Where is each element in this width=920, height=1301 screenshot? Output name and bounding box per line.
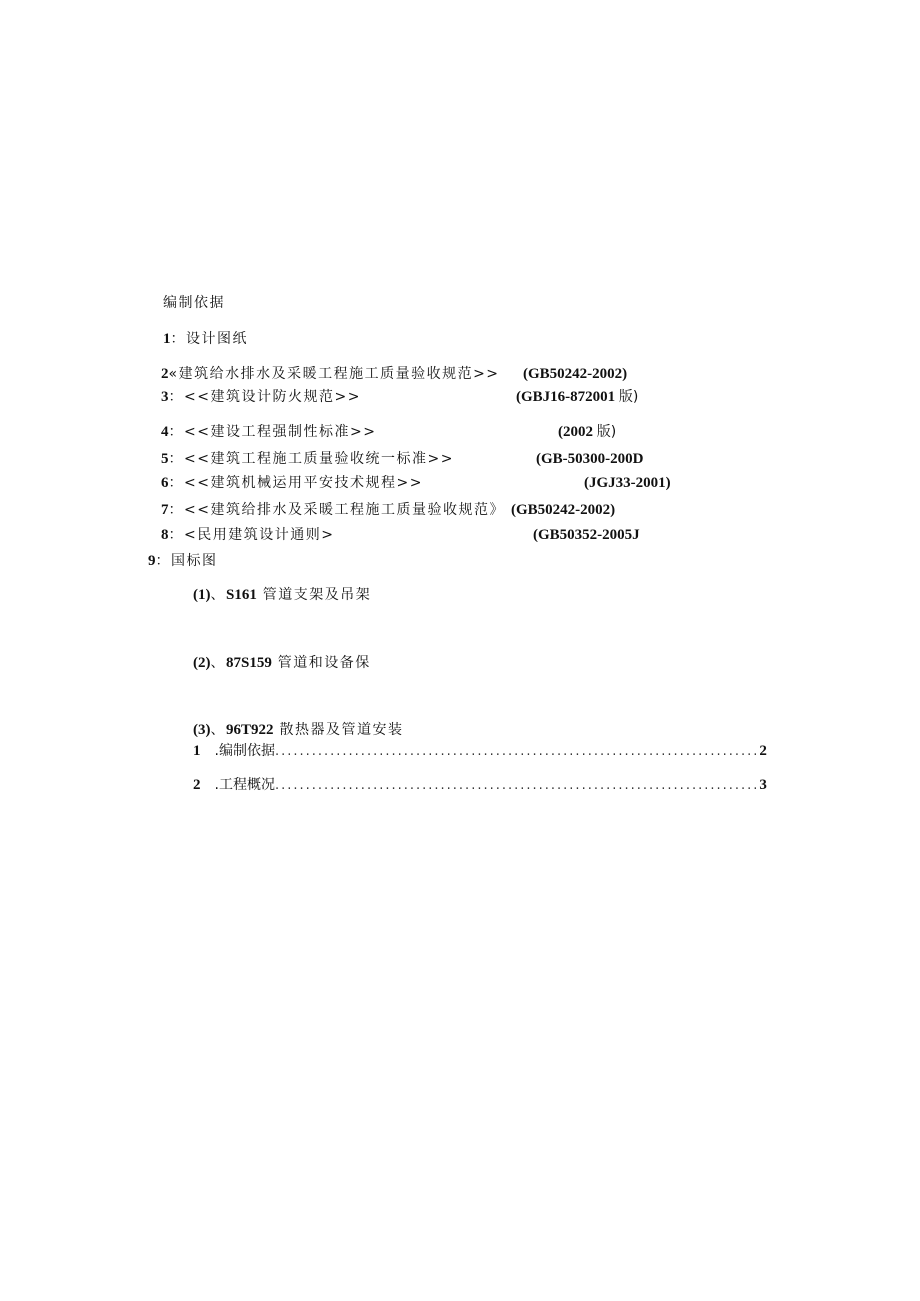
item-title: 建筑给水排水及采暖工程施工质量验收规范>> [178,366,500,382]
standard-item-3 [193,721,403,739]
basis-item-9 [148,552,218,570]
code-text: (2002 [558,424,593,440]
basis-item-8 [161,526,334,544]
basis-code-6: (JGJ33-2001) [584,475,671,491]
toc-label: .工程概况 [214,777,275,793]
standard-number: (1) [193,587,211,603]
basis-code-5: (GB-50300-200D [536,451,644,467]
item-separator: ： [155,553,171,569]
basis-code-3 [516,388,638,406]
item-title: <<建筑给排水及采暖工程施工质量验收规范》 [184,502,505,518]
standard-separator: 、 [210,722,226,738]
standard-title: 管道和设备保 [277,655,371,671]
item-title: <<建筑设计防火规范>> [184,389,361,405]
item-title: 设计图纸 [186,331,248,347]
item-title: <<建筑工程施工质量验收统一标准>> [184,451,454,467]
item-number: 1 [163,331,171,347]
item-title: <<建筑机械运用平安技术规程>> [184,475,423,491]
item-separator: ： [168,424,184,440]
standard-item-2 [193,654,371,672]
basis-item-7 [161,501,505,519]
toc-entry-2[interactable] [193,776,767,795]
item-separator: ： [168,451,184,467]
item-title: <<建设工程强制性标准>> [184,424,377,440]
item-number: 6 [161,475,169,491]
standard-title: 散热器及管道安装 [279,722,404,738]
code-suffix: 版) [618,389,639,405]
basis-item-3 [161,388,361,406]
item-separator: ： [168,527,184,543]
standard-code: S161 [226,587,257,603]
standard-separator: 、 [210,587,226,603]
code-text: (GBJ16-872001 [516,389,616,405]
item-number: 5 [161,451,169,467]
item-number: 9 [148,553,156,569]
toc-label: .编制依据 [214,743,275,759]
basis-code-7: (GB50242-2002) [511,502,616,518]
toc-entry-1[interactable] [193,742,767,761]
basis-code-2: (GB50242-2002) [523,366,628,382]
item-number: 2 [161,366,169,382]
standard-code: 87S159 [226,655,272,671]
standard-code: 96T922 [226,722,274,738]
basis-item-2 [161,365,500,383]
toc-page-number: 3 [759,777,767,793]
toc-leader-dots: ............................................................................... [274,744,760,759]
section-heading: 编制依据 [163,295,225,311]
item-number: 7 [161,502,169,518]
basis-item-1 [163,330,248,348]
basis-code-8: (GB50352-2005J [533,527,640,543]
standard-number: (2) [193,655,211,671]
item-separator: ： [168,475,184,491]
standard-number: (3) [193,722,211,738]
item-title: 国标图 [171,553,218,569]
code-suffix: 版) [596,424,617,440]
item-separator: ： [168,502,184,518]
standard-item-1 [193,586,371,604]
toc-number: 2 [193,777,201,793]
toc-number: 1 [193,743,201,759]
item-number: 4 [161,424,169,440]
basis-code-4 [558,423,616,441]
item-number: 3 [161,389,169,405]
item-separator: ： [168,389,184,405]
item-title: <民用建筑设计通则> [184,527,335,543]
basis-item-5 [161,450,454,468]
basis-item-4 [161,423,376,441]
item-separator: « [168,366,179,382]
standard-separator: 、 [210,655,226,671]
toc-page-number: 2 [759,743,767,759]
item-separator: ： [170,331,186,347]
basis-item-6 [161,474,423,492]
item-number: 8 [161,527,169,543]
toc-leader-dots: ............................................................................... [274,778,760,793]
standard-title: 管道支架及吊架 [262,587,372,603]
